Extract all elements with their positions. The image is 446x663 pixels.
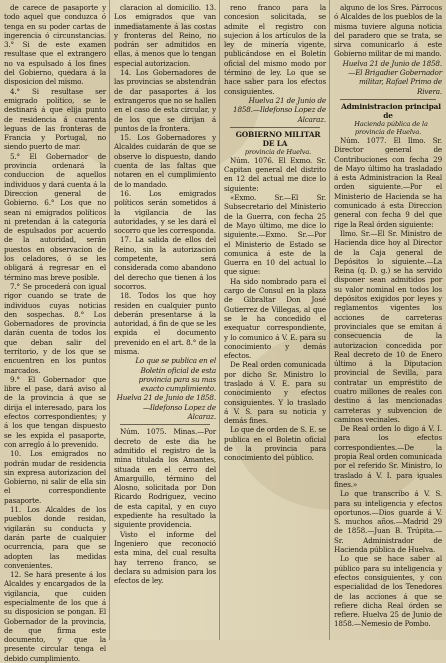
column-rule	[219, 0, 220, 640]
paragraph: 14. Los Gobernadores de las provincias se abstendrán de dar pasaportes á los extrangeros que no se hallen en el caso de esta circular, y de los que se dirijan á puntos de la frontera.	[114, 68, 216, 133]
column-1	[4, 3, 106, 663]
paragraph: 9.° El Gobernador que libre el pase, dará aviso al de la provincia á que se dirija el interesado, para los efectos correspondientes; y á los que tengan dispuesto se les expida el pasaporte, con arreglo á lo prevenido.	[4, 374, 106, 449]
section-rule	[120, 424, 210, 425]
paragraph: reno franco para la concesion solicitada, se admite el registro con sujecion á los artículos de la ley de minería vigente, publicándose en el Boletin oficial del mismo modo por término de ley. Lo que se hace saber para los efectos consiguientes.	[224, 3, 326, 96]
section-subheading: Hacienda pública de la provincia de Huelva.	[354, 119, 428, 136]
paragraph: Lo que de orden de S. E. se publica en el Boletin oficial de la provincia para conocimiento del público.	[224, 425, 326, 463]
paragraph: Huelva 21 de Junio de 1858.—Ildefonso Lopez de Alcaraz.	[233, 95, 326, 124]
paragraph: Núm. 1077. El Ilmo. Sr. Director general de Contribuciones con fecha 29 de Mayo último ha trasladado á esta Administracion la Real orden siguiente.—Por el Ministerio de Hacienda se ha comunicado á esta Direccion general con fecha 9 del que rige la Real órden siguiente:	[334, 135, 442, 229]
paragraph: 18. Todos los que hoy residen en cualquier punto deberán presentarse á la autoridad, á fin de que se les expida el documento prevenido en el art. 8.° de la misma.	[114, 291, 216, 356]
column-rule	[109, 0, 110, 640]
column-rule	[329, 0, 330, 640]
column-3	[224, 3, 326, 637]
paragraph: De Real orden lo digo á V. I. para los efectos correspondientes.—De la propia Real orden comunicada por el referido Sr. Ministro, lo traslado á V. I. para iguales fines.»	[334, 424, 442, 489]
paragraph: Lo que transcribo á V. S. para su inteligencia y efectos oportunos.—Dios guarde á V. S. muchos años.—Madrid 29 de 1858.—Juan B. Trúpita.—Sr. Administrador de Hacienda pública de Huelva.	[334, 489, 442, 555]
paragraph: 10. Los emigrados no podrán mudar de residencia sin expresa autorizacion del Gobierno, ni salir de ella sin el correspondiente pasaporte.	[4, 449, 106, 505]
paragraph: claracion al domicilio. 13. Los emigrados que van inmediatamente á las costas y fronteras del Reino, no podrán ser admitidos en ellas, á menos que lo tengan especial autorizacion.	[114, 3, 216, 68]
paragraph: 17. La salida de ellos del Reino, sin la autorizacion competente, será considerada como abandono del derecho que tienen á los socorros.	[114, 235, 216, 291]
paragraph: Ilmo. Sr.—El Sr. Ministro de Hacienda dice hoy al Director de la Caja general de Depósitos lo siguiente.—La Reina (q. D. g.) se ha servido disponer sean admitidos por su valor nominal en todos los depósitos exigidos por leyes y reglamentos vigentes los acciones de carreteras provinciales que se emitan á consecuencia de la autorizacion concedida por Real decreto de 10 de Enero último á la Diputacion provincial de Sevilla, para contratar un empréstito de cuatro millones de reales con destino á las mencionadas carreteras y subvencion de caminos vecinales.	[334, 228, 442, 424]
paragraph: 4.° Si resultase ser emigrado político, se le destinará á que elija punto de residencia á cuarenta leguas de las fronteras de Francia y Portugal, no siendo puerto de mar.	[4, 86, 106, 152]
paragraph: «Exmo. Sr.—El Sr. Subsecretario del Ministerio de la Guerra, con fecha 25 de Mayo último, me dice lo siguiente.—Exmo. Sr.—Por el Ministerio de Estado se comunica á este de la Guerra en 10 del actual lo que sigue:	[224, 193, 326, 277]
paragraph: Lo que se hace saber al público para su inteligencia y efectos consiguientes, y con especialidad de los Tenedores de las acciones á que se refiere dicha Real órden se refiere. Huelva 25 de Junio de 1858.—Nemesio de Pombo.	[334, 554, 442, 629]
paragraph: 15. Los Gobernadores y Alcaldes cuidarán de que se observe lo dispuesto, dando cuenta de las faltas que notaren en el cumplimiento de lo mandado.	[114, 133, 216, 189]
paragraph: 12. Se hará presente á los Alcaldes y encargados de la vigilancia, que cuiden especialmente de los que á su disposicion se pongan. El Gobernador de la provincia, de que firma este documento, y que la presente circular tenga el debido cumplimiento.	[4, 570, 106, 663]
paragraph: alguno de los Sres. Párrocos ó Alcaldes de los pueblos de la misma tuviere alguna noticia del paradero que se trata, se sirva comunicarlo á este Gobierno militar de mi mando.	[334, 3, 442, 59]
paragraph: Núm. 1076. El Exmo. Sr. Capitan general del distrito en 12 del actual me dice lo siguiente:	[224, 155, 326, 193]
paragraph: de carece de pasaporte y todo aquel que conduzca ó tenga en su poder cartas de ingerencia ó circunstancias. 3.° Si de este examen resultase que el extrangero no va espulsado á los fines del Gobierno, quedara á la disposicion del mismo.	[4, 3, 106, 87]
paragraph: 16. Los emigrados políticos serán sometidos á la vigilancia de las autoridades, y se les dará el socorro que les corresponda.	[114, 188, 216, 236]
column-2	[114, 3, 216, 637]
paragraph: Huelva 21 de Junio de 1858.—El Brigadier Gobernador militar, Rafael Primo de Rivera.	[342, 58, 442, 96]
paragraph: 11. Los Alcaldes de los pueblos donde residan, vigilarán su conducta y darán parte de cualquier ocurrencia, para que se adopten las medidas convenientes.	[4, 505, 106, 570]
paragraph: Ha sido nombrado para el cargo de Consul en la plaza de Gibraltar Don José Gutierrez de Villegas, al que se le ha concedido el exequatur correspondiente, y lo comunico á V. E. para su conocimiento y demás efectos.	[224, 276, 326, 361]
column-4	[334, 3, 442, 637]
paragraph: Lo que se publica en el Boletin oficial de esta provincia para su mas exacto cumplimiento. Huelva 21 de Junio de 1858.—Ildefonso Lopez de Alcaraz.	[116, 356, 216, 422]
paragraph: Núm. 1075. Minas.—Por decreto de este dia he admitido el registro de la mina titulada los Amantes, situada en el cerro del Amarguillo, término del Alosno, solicitada por Don Ricardo Rodriguez, vecino de esta capital, y en cuyo expediente ha resultado la siguiente providencia.	[114, 427, 216, 530]
section-rule	[340, 99, 436, 100]
paragraph: Visto el informe del Ingeniero que reconoció esta mina, del cual resulta hay terreno franco, se declara su admision para los efectos de ley.	[114, 529, 216, 586]
section-rule	[230, 127, 320, 128]
section-heading: Administracion principal de	[341, 101, 441, 120]
paragraph: 5.° El Gobernador de provincia ordenará la conduccion de aquellos individuos y dará cuenta á la Direccion general de Gobierno. 6.° Los que no sean ni emigrados políticos ni pretendan á la categoría de espulsados por acuerdo de la autoridad, serán puestos en observacion de los celadores, ó se les obligará á regresar en el término mas breve posible.	[4, 151, 106, 282]
section-heading: GOBIERNO MILITAR DE LA	[235, 129, 321, 148]
paragraph: De Real orden comunicada por dicho Sr. Ministro lo traslado á V. E. para su conocimiento y efectos consiguientes. Y lo traslado á V. S. para su noticia y demás fines.	[224, 360, 326, 426]
paragraph: 7.° Se procederá con igual rigor cuando se trate de individuos cuyas noticias den sospechas. 8.° Los Gobernadores de provincia darán cuenta de todos los que deban salir del territorio, y de los que se encuentren en los puntos marcados.	[4, 281, 106, 375]
section-subheading: provincia de Huelva.	[244, 147, 312, 156]
